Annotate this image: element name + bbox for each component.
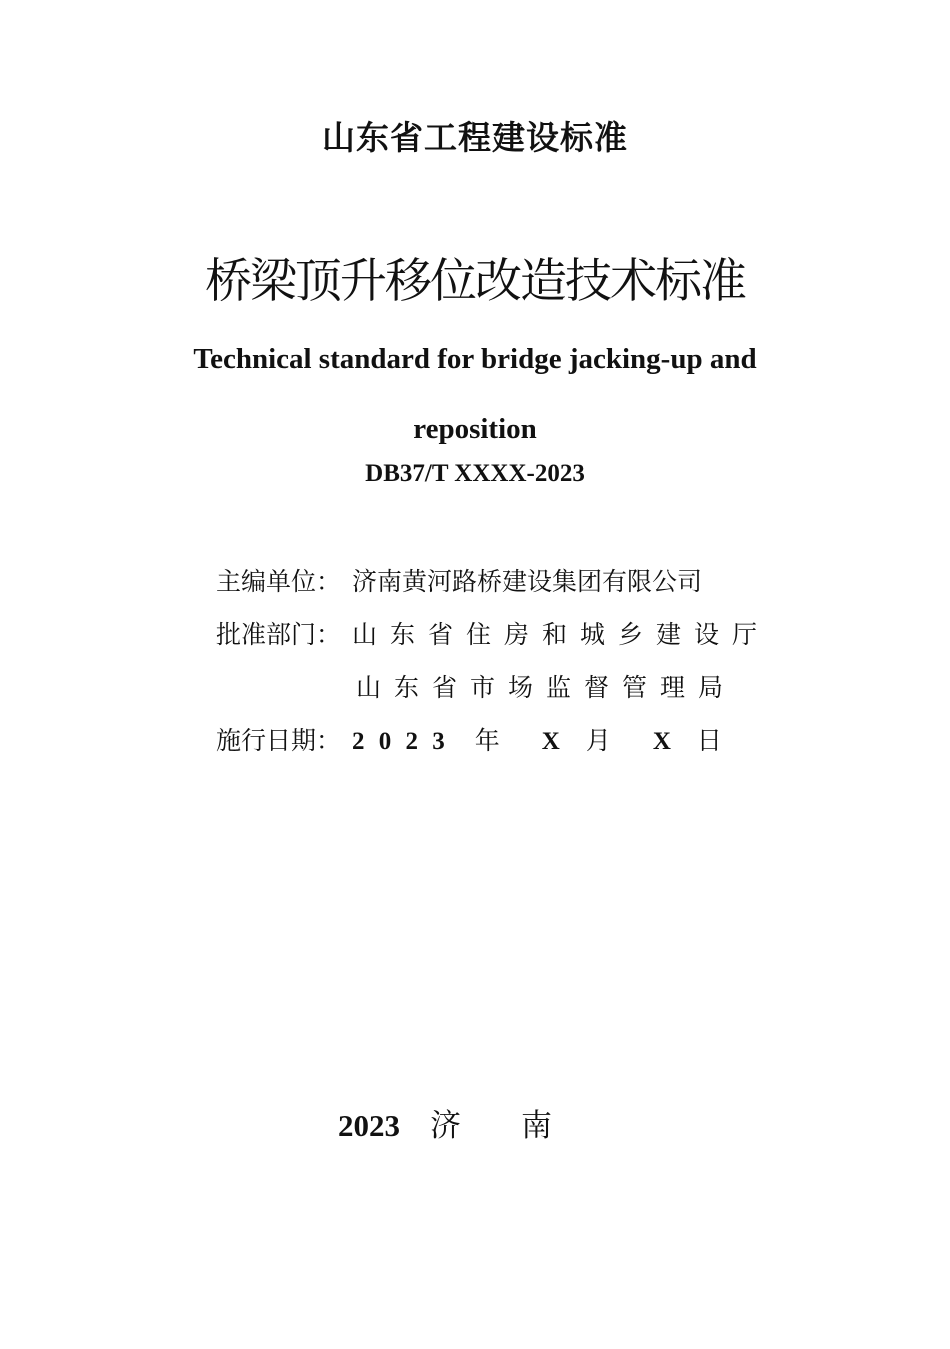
approver-label: 批准部门： xyxy=(216,620,342,649)
editor-label: 主编单位： xyxy=(216,567,342,596)
standard-code: DB37/T XXXX-2023 xyxy=(365,460,585,487)
effective-date-row xyxy=(216,721,746,774)
effective-day-unit: 日 xyxy=(696,726,722,755)
effective-month: X xyxy=(541,728,560,755)
footer-year-city xyxy=(0,1100,950,1145)
effective-label: 施行日期： xyxy=(216,726,342,755)
approver-value-1: 山东省住房和城乡建设厅 xyxy=(352,620,771,649)
standard-series-heading: 山东省工程建设标准 xyxy=(322,118,628,157)
effective-day: X xyxy=(652,728,671,755)
chinese-title: 桥梁顶升移位改造技术标准 xyxy=(205,254,745,309)
approver-row-2 xyxy=(216,668,746,721)
footer-year: 2023 xyxy=(338,1108,400,1143)
effective-year: 2 0 2 3 xyxy=(352,728,449,755)
effective-month-unit: 月 xyxy=(585,726,611,755)
approver-value-2: 山东省市场监督管理局 xyxy=(356,673,737,702)
english-title-line-2: reposition xyxy=(413,413,537,445)
info-block xyxy=(216,562,771,774)
effective-date-value xyxy=(352,721,722,762)
footer-city: 济南 xyxy=(430,1108,612,1144)
english-title xyxy=(0,324,950,464)
effective-year-unit: 年 xyxy=(474,726,500,755)
editor-value: 济南黄河路桥建设集团有限公司 xyxy=(352,567,703,596)
approver-row xyxy=(216,615,771,668)
editor-row xyxy=(216,562,746,615)
english-title-line-1: Technical standard for bridge jacking-up and xyxy=(193,343,757,375)
